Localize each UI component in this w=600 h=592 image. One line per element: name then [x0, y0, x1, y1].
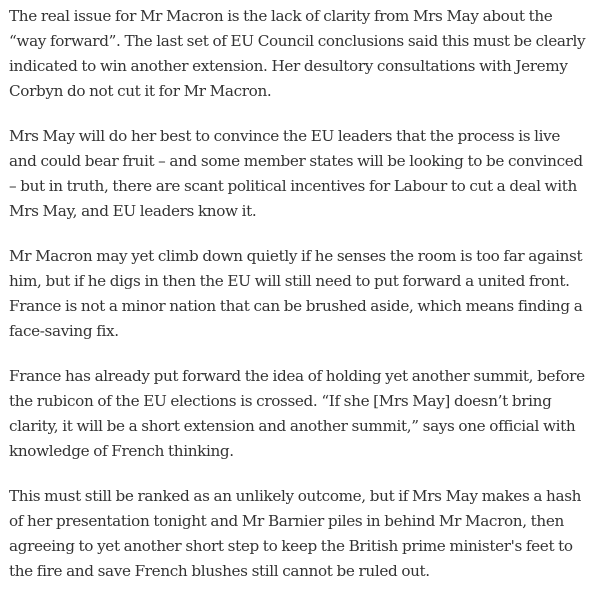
article-paragraph: This must still be ranked as an unlikely outcome, but if Mrs May makes a hash of her presentation tonight and Mr Barnier piles in behind Mr Macron, then agreeing to yet another short step to keep the British prime minister's feet to the fire and save French blushes still cannot be ruled out.	[9, 487, 582, 580]
article-paragraph: The real issue for Mr Macron is the lack of clarity from Mrs May about the “way forward”. The last set of EU Council conclusions said this must be clearly indicated to win another extension. Her desultory consultations with Jeremy Corbyn do not cut it for Mr Macron.	[9, 7, 586, 100]
article-paragraph: France has already put forward the idea of holding yet another summit, before the rubicon of the EU elections is crossed. “If she [Mrs May] doesn’t bring clarity, it will be a short extension and another summit,” says one official with knowledge of French thinking.	[9, 367, 585, 460]
article-paragraph: Mrs May will do her best to convince the EU leaders that the process is live and could bear fruit – and some member states will be looking to be convinced – but in truth, there are scant political incentives for Labour to cut a deal with Mrs May, and EU leaders know it.	[9, 127, 583, 220]
article-paragraph: Mr Macron may yet climb down quietly if he senses the room is too far against him, but if he digs in then the EU will still need to put forward a united front. France is not a minor nation that can be brushed aside, which means finding a face-saving fix.	[9, 247, 583, 340]
